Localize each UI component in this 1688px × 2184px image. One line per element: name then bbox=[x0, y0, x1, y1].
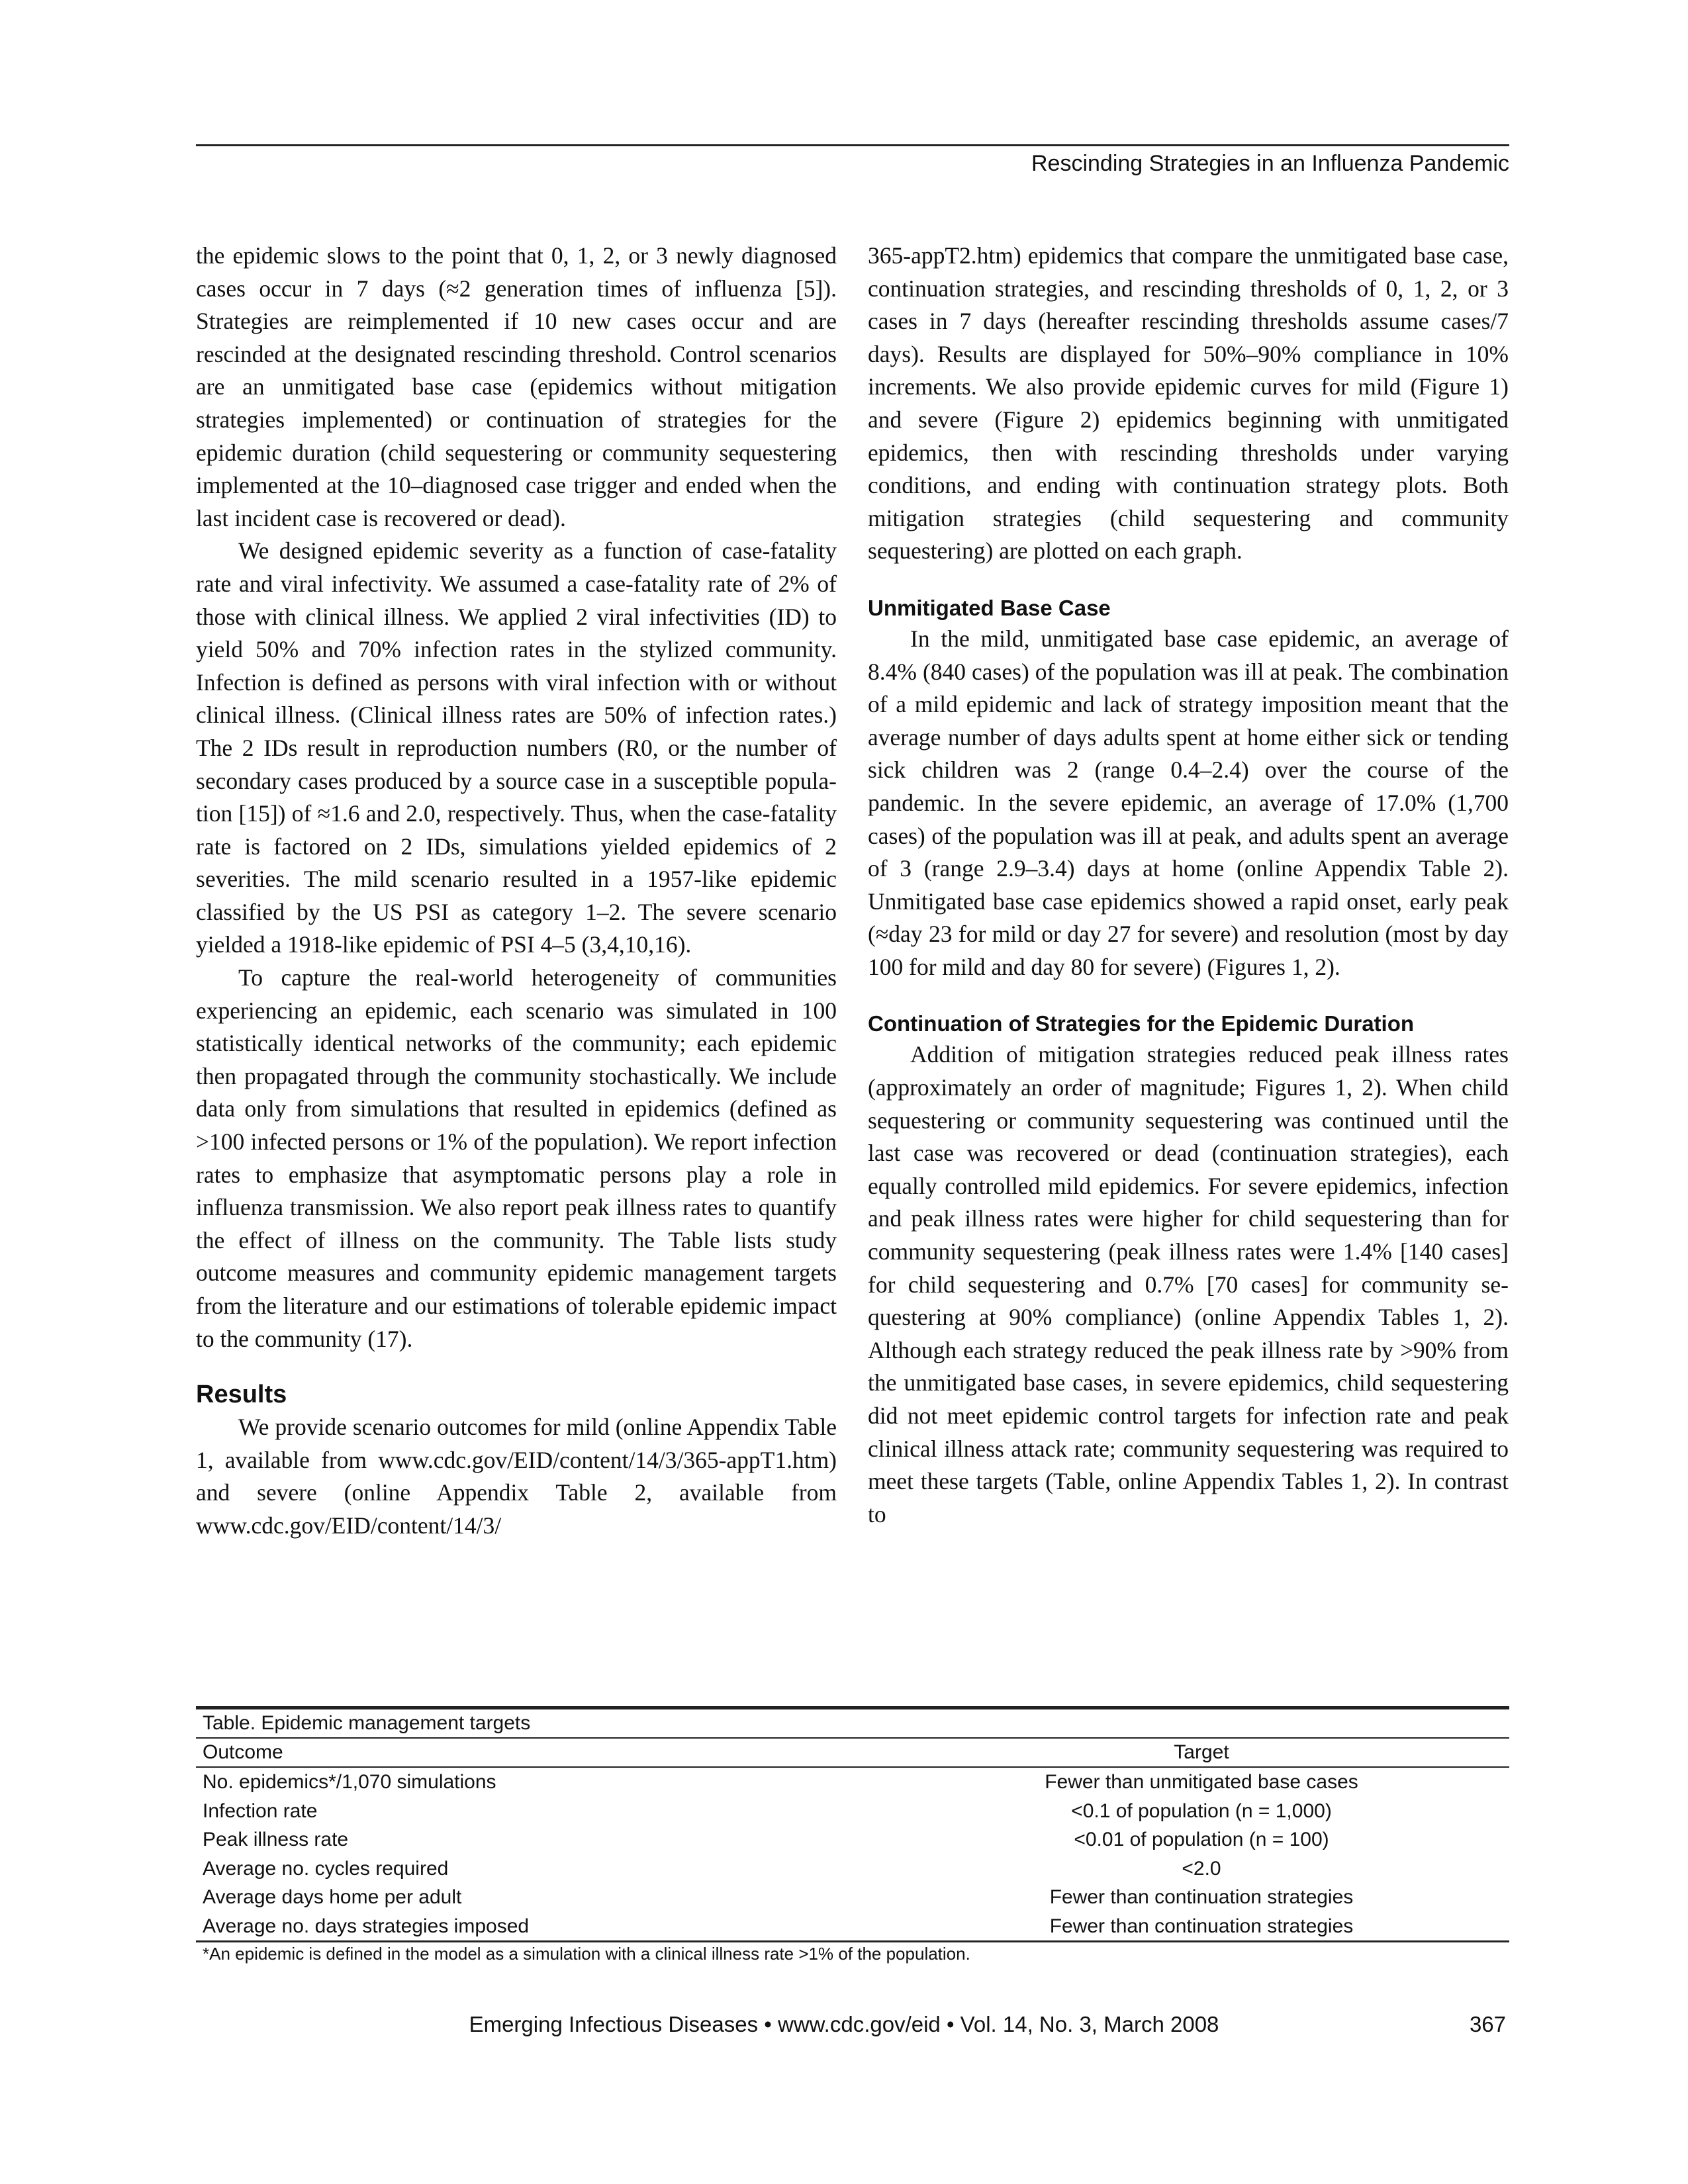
column-header-outcome: Outcome bbox=[203, 1741, 283, 1763]
outcome-cell: No. epidemics*/1,070 simulations bbox=[203, 1771, 496, 1793]
target-cell: <0.01 of population (n = 100) bbox=[1074, 1829, 1329, 1850]
table-header-row bbox=[196, 1739, 1509, 1768]
outcome-cell: Infection rate bbox=[203, 1799, 318, 1822]
table-row bbox=[196, 1883, 1509, 1912]
table-row bbox=[196, 1768, 1509, 1797]
table-footnote: *An epidemic is defined in the model as a simulation with a clinical illness rate >1% of the population. bbox=[203, 1944, 970, 1964]
paragraph: 365-appT2.htm) epidemics that compare the unmitigated base case, continuation strategies, and rescinding thresholds of 0, 1, 2, or 3 cases in 7 days (hereafter rescinding thresholds assume cases/7 days). Results are displayed for 50%–90% compliance in 10% increments. We also provide epidemic curves for mild (Figure 1) and severe (Figure 2) epidemics beginning with unmitigated epidemics, then with rescinding thresholds under varying conditions, and ending with continuation strategy plots. Both mitigation strategies (child sequestering and community sequestering) are plotted on each graph. bbox=[868, 242, 1509, 565]
table-caption: Table. Epidemic management targets bbox=[196, 1709, 1509, 1739]
table-row bbox=[196, 1797, 1509, 1826]
table-row bbox=[196, 1854, 1509, 1884]
left-column bbox=[196, 240, 837, 1543]
running-title: Rescinding Strategies in an Influenza Pandemic bbox=[1031, 151, 1509, 176]
unmitigated-heading: Unmitigated Base Case bbox=[868, 595, 1111, 620]
target-cell: <0.1 of population (n = 1,000) bbox=[1071, 1799, 1332, 1822]
target-cell: Fewer than continuation strategies bbox=[1049, 1886, 1354, 1908]
table-row bbox=[196, 1912, 1509, 1941]
target-cell: Fewer than unmitigated base cases bbox=[1045, 1771, 1358, 1793]
outcome-cell: Peak illness rate bbox=[203, 1829, 349, 1850]
paragraph: To capture the real-world heterogeneity of communities experiencing an epidemic, each scenario was simulated in 100 statistically identical networks of the community; each epidemic then propagated through the community stochastically. We include data only from simulations that resulted in epidemics (defined as >100 infected persons or 1% of the population). We report infection rates to emphasize that asymptomatic persons play a role in influenza transmission. We also report peak illness rates to quantify the effect of illness on the community. The Table lists study outcome measures and community epidemic management targets from the literature and our estimations of tolerable epidemic impact to the community (17). bbox=[196, 964, 837, 1352]
right-column bbox=[868, 240, 1509, 1531]
continuation-heading: Continuation of Strategies for the Epidemic Duration bbox=[868, 1011, 1415, 1036]
paragraph: We designed epidemic severity as a function of case-fatality rate and viral infectivity. We assumed a case-fatality rate of 2% of those with clinical illness. We applied 2 viral infectivities (ID) to yield 50% and 70% infection rates in the stylized community. Infection is defined as persons with viral infection with or without clinical illness. (Clinical illness rates are 50% of infection rates.) The 2 IDs result in reproduction numbers (R0, or the number of secondary cases produced by a source case in a susceptible population [15]) of ≈1.6 and 2.0, respectively. Thus, when the case-fatality rate is factored on 2 IDs, simulations yielded epidemics of 2 severities. The mild scenario resulted in a 1957-like epidemic classified by the US PSI as category 1–2. The severe scenario yielded a 1918-like epidemic of PSI 4–5 (3,4,10,16). bbox=[196, 537, 837, 958]
paragraph: In the mild, unmitigated base case epidemic, an average of 8.4% (840 cases) of the population was ill at peak. The combination of a mild epidemic and lack of strategy imposition meant that the average number of days adults spent at home either sick or tending sick children was 2 (range 0.4–2.4) over the course of the pandemic. In the severe epidemic, an average of 17.0% (1,700 cases) of the population was ill at peak, and adults spent an average of 3 (range 2.9–3.4) days at home (online Appendix Table 2). Unmitigated base case epidemics showed a rapid onset, early peak (≈day 23 for mild or day 27 for severe) and resolution (most by day 100 for mild and day 80 for severe) (Figures 1, 2). bbox=[868, 625, 1509, 980]
column-header-target: Target bbox=[1174, 1741, 1229, 1763]
header-rule bbox=[196, 144, 1509, 146]
page-number: 367 bbox=[1469, 2012, 1506, 2036]
paragraph: We provide scenario outcomes for mild (online Appendix Table 1, available from www.cdc.gov/EID/content/14/3/365-appT1.htm) and severe (online Appendix Table 2, available from www.cdc.gov/EID/content/14/3/ bbox=[196, 1414, 837, 1539]
outcome-cell: Average no. days strategies imposed bbox=[203, 1915, 530, 1937]
journal-footer: Emerging Infectious Diseases • www.cdc.gov/eid • Vol. 14, No. 3, March 2008 bbox=[469, 2012, 1219, 2036]
results-heading: Results bbox=[196, 1381, 287, 1409]
target-cell: <2.0 bbox=[1182, 1857, 1221, 1880]
paragraph: Addition of mitigation strategies reduced peak illness rates (approximately an order of magnitude; Figures 1, 2). When child sequestering or community sequestering was continued until the last case was recovered or dead (continuation strategies), each equally controlled mild epidemics. For severe epidemics, infection and peak illness rates were higher for child sequestering than for community sequestering (peak illness rates were 1.4% [140 cases] for child sequestering and 0.7% [70 cases] for community sequestering at 90% compliance) (online Appendix Tables 1, 2). Although each strategy reduced the peak illness rate by >90% from the unmitigated base cases, in severe epidemics, child sequestering did not meet epidemic control targets for infection rate and peak clinical illness attack rate; community sequestering was required to meet these targets (Table, online Appendix Tables 1, 2). In contrast to bbox=[868, 1041, 1509, 1527]
outcome-cell: Average days home per adult bbox=[203, 1886, 462, 1908]
table-row bbox=[196, 1825, 1509, 1854]
paragraph: the epidemic slows to the point that 0, 1, 2, or 3 newly diagnosed cases occur in 7 days (≈2 generation times of influenza [5]). Strategies are reimplemented if 10 new cases occur and are rescinded at the designated rescinding threshold. Control scenarios are an unmitigated base case (epidemics without mitigation strategies implemented) or continuation of strategies for the epidemic duration (child sequestering or community sequestering implemented at the 10–diagnosed case trigger and ended when the last incident case is recovered or dead). bbox=[196, 242, 837, 531]
target-cell: Fewer than continuation strategies bbox=[1049, 1915, 1354, 1937]
outcome-cell: Average no. cycles required bbox=[203, 1857, 449, 1880]
epidemic-targets-table bbox=[196, 1706, 1509, 1965]
